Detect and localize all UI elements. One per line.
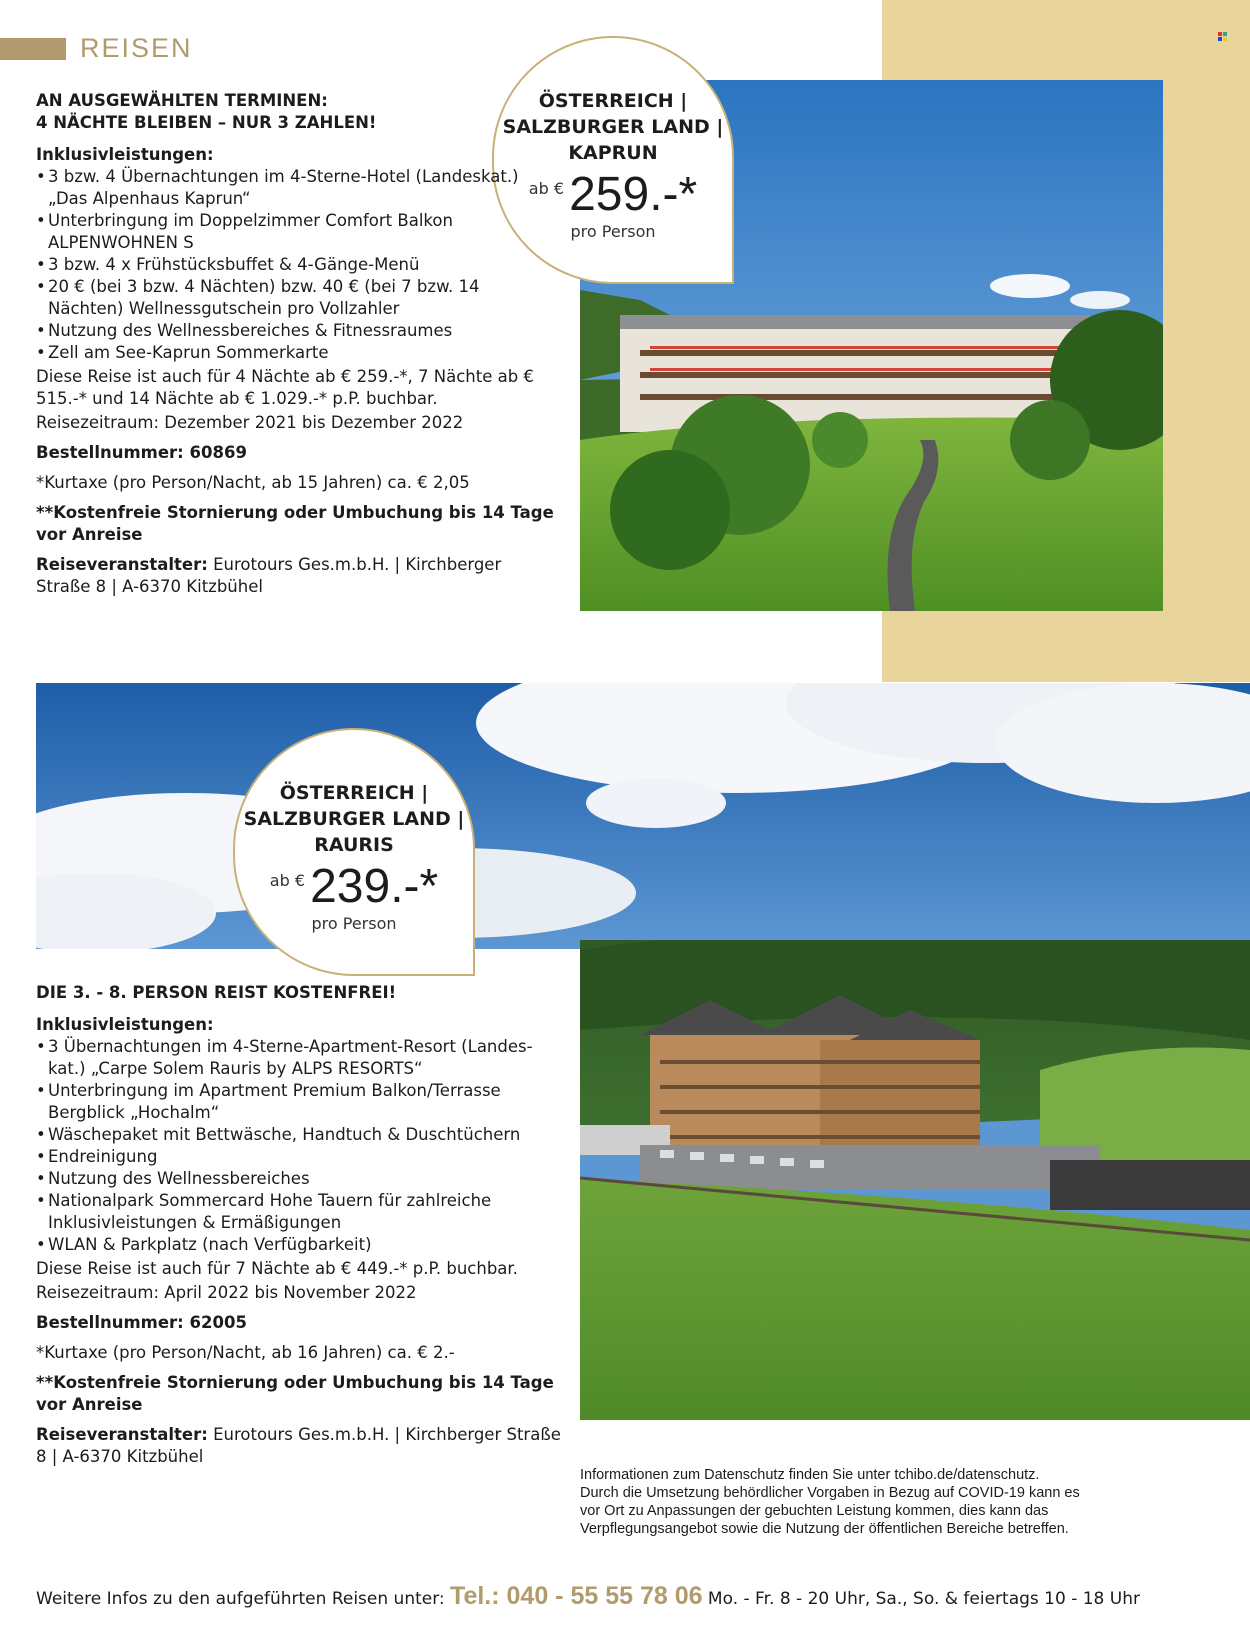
resort-photo-rauris — [580, 940, 1250, 1420]
list-item: • Endreinigung — [36, 1146, 566, 1168]
price-value: 259.-* — [569, 168, 698, 221]
offer-text-kaprun — [36, 90, 556, 598]
opening-hours: Mo. - Fr. 8 - 20 Uhr, Sa., So. & feiertags 10 - 18 Uhr — [702, 1589, 1140, 1609]
section-title: REISEN — [80, 33, 193, 63]
section-marker-bar — [0, 38, 66, 60]
badge-price-row — [235, 862, 473, 912]
cancellation-note: **Kostenfreie Stornierung oder Umbuchung bis 14 Tage vor Anreise — [36, 1373, 554, 1414]
offer-headline: DIE 3. - 8. PERSON REIST KOSTENFREI! — [36, 983, 397, 1002]
price-value: 239.-* — [310, 860, 439, 913]
price-prefix: ab € — [269, 871, 306, 890]
footer-prefix: Weitere Infos zu den aufgeführten Reisen unter: — [36, 1589, 451, 1609]
phone-number[interactable]: Tel.: 040 - 55 55 78 06 — [450, 1582, 703, 1610]
list-item: • Nutzung des Wellnessbereiches — [36, 1168, 566, 1190]
color-dots-icon — [1218, 32, 1228, 42]
list-item: • 3 Übernachtungen im 4-Sterne-Apartment-Resort (Landes-kat.) „Carpe Solem Rauris by ALPS RESORTS“ — [36, 1036, 566, 1080]
travel-period: Reisezeitraum: April 2022 bis November 2022 — [36, 1283, 417, 1302]
list-item: • 3 bzw. 4 Übernachtungen im 4-Sterne-Hotel (Landeskat.) „Das Alpenhaus Kaprun“ — [36, 166, 556, 210]
extra-nights-info: Diese Reise ist auch für 4 Nächte ab € 259.-*, 7 Nächte ab € 515.-* und 14 Nächte ab € 1.029.-* p.P. buchbar. — [36, 367, 534, 408]
tourist-tax: *Kurtaxe (pro Person/Nacht, ab 15 Jahren) ca. € 2,05 — [36, 473, 470, 492]
list-item: • Zell am See-Kaprun Sommerkarte — [36, 342, 556, 364]
tourist-tax: *Kurtaxe (pro Person/Nacht, ab 16 Jahren) ca. € 2.- — [36, 1343, 455, 1362]
list-item: • Unterbringung im Apartment Premium Balkon/Terrasse Bergblick „Hochalm“ — [36, 1080, 566, 1124]
price-per-person: pro Person — [570, 222, 656, 241]
cancellation-note: **Kostenfreie Stornierung oder Umbuchung bis 14 Tage vor Anreise — [36, 503, 554, 544]
list-item: • Nationalpark Sommercard Hohe Tauern für zahlreiche Inklusivleistungen & Ermäßigungen — [36, 1190, 566, 1234]
tour-operator: Reiseveranstalter: Eurotours Ges.m.b.H. | Kirchberger Straße 8 | A-6370 Kitzbühel — [36, 555, 502, 596]
list-item: • Wäschepaket mit Bettwäsche, Handtuch & Duschtüchern — [36, 1124, 566, 1146]
travel-period: Reisezeitraum: Dezember 2021 bis Dezember 2022 — [36, 413, 464, 432]
offer-headline: AN AUSGEWÄHLTEN TERMINEN: 4 NÄCHTE BLEIBEN – NUR 3 ZAHLEN! — [36, 91, 377, 132]
tour-operator: Reiseveranstalter: Eurotours Ges.m.b.H. | Kirchberger Straße 8 | A-6370 Kitzbühel — [36, 1425, 561, 1466]
list-item: • 20 € (bei 3 bzw. 4 Nächten) bzw. 40 € (bei 7 bzw. 14 Nächten) Wellnessgutschein pro Vollzahler — [36, 276, 556, 320]
footer-contact — [36, 1582, 1236, 1613]
inclusive-list — [36, 1036, 566, 1256]
list-item: • 3 bzw. 4 x Frühstücksbuffet & 4-Gänge-Menü — [36, 254, 556, 276]
extra-nights-info: Diese Reise ist auch für 7 Nächte ab € 449.-* p.P. buchbar. — [36, 1259, 518, 1278]
price-badge-rauris — [233, 728, 475, 976]
order-number: Bestellnummer: 60869 — [36, 443, 247, 462]
badge-location: ÖSTERREICH | SALZBURGER LAND | KAPRUN — [502, 90, 724, 164]
inclusive-label: Inklusivleistungen: — [36, 1015, 214, 1034]
list-item: • Nutzung des Wellnessbereiches & Fitnessraumes — [36, 320, 556, 342]
price-per-person: pro Person — [311, 914, 397, 933]
order-number: Bestellnummer: 62005 — [36, 1313, 247, 1332]
badge-location: ÖSTERREICH | SALZBURGER LAND | RAURIS — [243, 782, 465, 856]
inclusive-label: Inklusivleistungen: — [36, 145, 214, 164]
offer-text-rauris — [36, 982, 566, 1468]
list-item: • WLAN & Parkplatz (nach Verfügbarkeit) — [36, 1234, 566, 1256]
list-item: • Unterbringung im Doppelzimmer Comfort Balkon ALPENWOHNEN S — [36, 210, 556, 254]
privacy-notice: Informationen zum Datenschutz finden Sie unter tchibo.de/datenschutz. Durch die Umsetzung behördlicher Vorgaben in Bezug auf COVID-19 kann es vor Ort zu Anpassungen der gebuchten Leistung kommen, dies kann das Verpflegungsangebot sowie die Nutzung der öffentlichen Bereiche betreffen. — [580, 1467, 1080, 1537]
inclusive-list — [36, 166, 556, 364]
price-prefix: ab € — [528, 179, 565, 198]
sky-photo-rauris — [36, 683, 1250, 949]
